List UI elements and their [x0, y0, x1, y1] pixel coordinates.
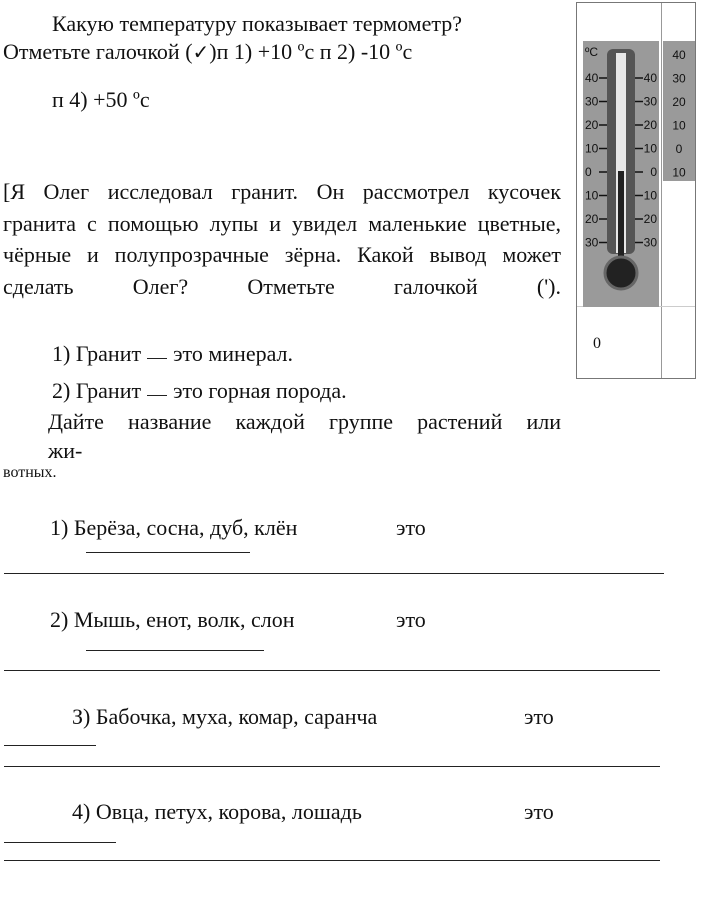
scale-label-left: 10 [585, 188, 599, 203]
secondary-scale [663, 41, 695, 181]
q1-option-2: 2) -10 ºс [337, 39, 413, 64]
group-item-1-word: это [396, 515, 426, 540]
thermometer-figure [576, 2, 696, 379]
group-item-4-word: это [524, 799, 554, 824]
q1-option-marker-1: п [216, 39, 229, 64]
scale-label-right: 0 [650, 165, 657, 179]
q3-instruction-line3: вотных. [3, 464, 57, 481]
answer-line[interactable] [4, 745, 96, 746]
q1-question: Какую температуру показывает термометр? [52, 11, 463, 36]
answer-blank[interactable] [147, 395, 167, 396]
q1-option-4: 4) +50 ºс [69, 87, 150, 112]
scale-label-far: 20 [672, 95, 686, 109]
scale-label-left: 30 [585, 94, 599, 109]
scale-label-far: 0 [675, 142, 683, 156]
q1-option4-line [52, 86, 150, 114]
answer-line[interactable] [4, 573, 664, 574]
group-item-3-word: это [524, 704, 554, 729]
scale-label-far: 30 [672, 71, 686, 86]
scale-label-left: 20 [585, 212, 599, 226]
scale-label-far: 10 [672, 165, 686, 180]
scale-label-right: 30 [643, 94, 657, 109]
group-item-2-word: это [396, 607, 426, 632]
scale-label-left: 10 [585, 141, 599, 156]
answer-line[interactable] [86, 552, 250, 553]
q1-instruction-line: Отметьте галочкой (✓)п 1) +10 ºс п 2) -10 ºс [3, 39, 413, 64]
q1-option-marker-2: п [319, 39, 332, 64]
q1-option-marker-4: п [52, 87, 64, 112]
scale-label-far: 10 [672, 118, 686, 133]
scale-label-left: 40 [585, 71, 599, 85]
q3-instruction-line1: Дайте название каждой группе растений или [48, 409, 561, 434]
scale-label-right: 10 [643, 188, 657, 203]
q2-option-2: 2) Гранит это горная порода. [52, 378, 347, 403]
answer-line[interactable] [4, 670, 660, 671]
scale-label-right: 20 [643, 212, 657, 226]
scale-label-right: 30 [643, 235, 657, 250]
checkmark-icon: ✓ [192, 40, 210, 64]
scale-label-right: 20 [643, 118, 657, 132]
thermometer-icon [583, 41, 659, 307]
group-item-3: З) Бабочка, муха, комар, саранча [72, 704, 378, 729]
group-item-4: 4) Овца, петух, корова, лошадь [72, 799, 362, 824]
q3-instruction-line2: жи- [48, 438, 83, 463]
scale-label-left: 30 [585, 235, 599, 250]
scale-label-far: 40 [672, 48, 686, 62]
answer-blank[interactable] [147, 358, 167, 359]
answer-line[interactable] [4, 766, 660, 767]
answer-line[interactable] [4, 860, 660, 861]
q1-instruction: Отметьте галочкой [3, 39, 180, 64]
q2-option-1: 1) Гранит это минерал. [52, 341, 294, 366]
scale-label-right: 40 [643, 71, 657, 85]
answer-line[interactable] [4, 842, 116, 843]
scale-label-left: 20 [585, 118, 599, 132]
figure-zero-label: 0 [593, 335, 601, 352]
unit-label: ºC [585, 45, 599, 59]
q1-option-1: 1) +10 ºс [233, 39, 315, 64]
scale-label-left: 0 [585, 165, 592, 179]
group-item-2: 2) Мышь, енот, волк, слон [50, 607, 295, 632]
answer-line[interactable] [86, 650, 264, 651]
scale-label-right: 10 [643, 141, 657, 156]
q2-paragraph: [Я Олег исследовал гранит. Он рассмотрел кусочек гранита с помощью лупы и увидел маленькие цветные, чёрные и полупрозрачные зёрна. Какой вывод может сделать Олег? Отметьте галочкой ('). [3, 179, 561, 299]
group-item-1: 1) Берёза, сосна, дуб, клён [50, 515, 298, 540]
